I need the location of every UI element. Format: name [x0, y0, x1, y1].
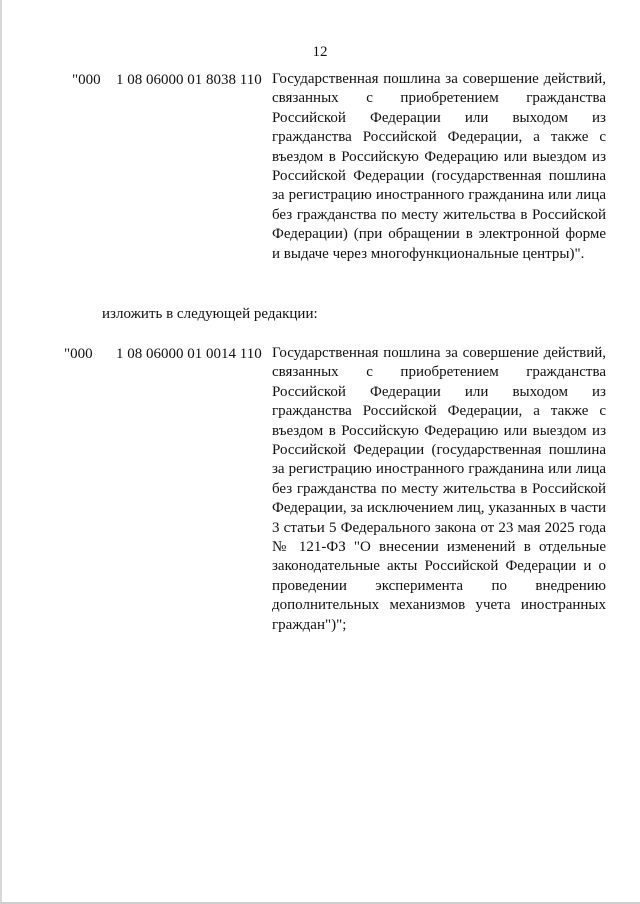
new-entry-description: Государственная пошлина за совершение действий, связанных с приобретением гражданства Российской Федерации или выходом из гражданства Российской Федерации, а также с въездом в Российскую Федерацию или выездом из Российской Федерации (государственная пошлина за регистрацию иностранного гражданина или лица без гражданства по месту жительства в Российской Федерации, за исключением лиц, указанных в части 3 статьи 5 Федерального закона от 23 мая 2025 года № 121-ФЗ "О внесении изменений в отдельные законодательные акты Российской Федерации и о проведении эксперимента по внедрению дополнительных механизмов учета иностранных граждан")";: [272, 345, 606, 633]
amendment-instruction: изложить в следующей редакции:: [102, 306, 318, 322]
page-number: 12: [312, 44, 328, 60]
old-entry-description: Государственная пошлина за совершение действий, связанных с приобретением гражданства Российской Федерации или выходом из гражданства Российской Федерации, а также с въездом в Российскую Федерацию или выездом из Российской Федерации (государственная пошлина за регистрацию иностранного гражданина или лица без гражданства по месту жительства в Российской Федерации) (при обращении в электронной форме и выдаче через многофункциональные центры)".: [272, 71, 606, 262]
old-kbk-code: 1 08 06000 01 8038 110: [116, 72, 262, 88]
scan-edge-left: [0, 0, 2, 904]
new-admin-code: "000: [64, 346, 93, 362]
new-kbk-code: 1 08 06000 01 0014 110: [116, 346, 262, 362]
old-admin-code: "000: [72, 72, 101, 88]
